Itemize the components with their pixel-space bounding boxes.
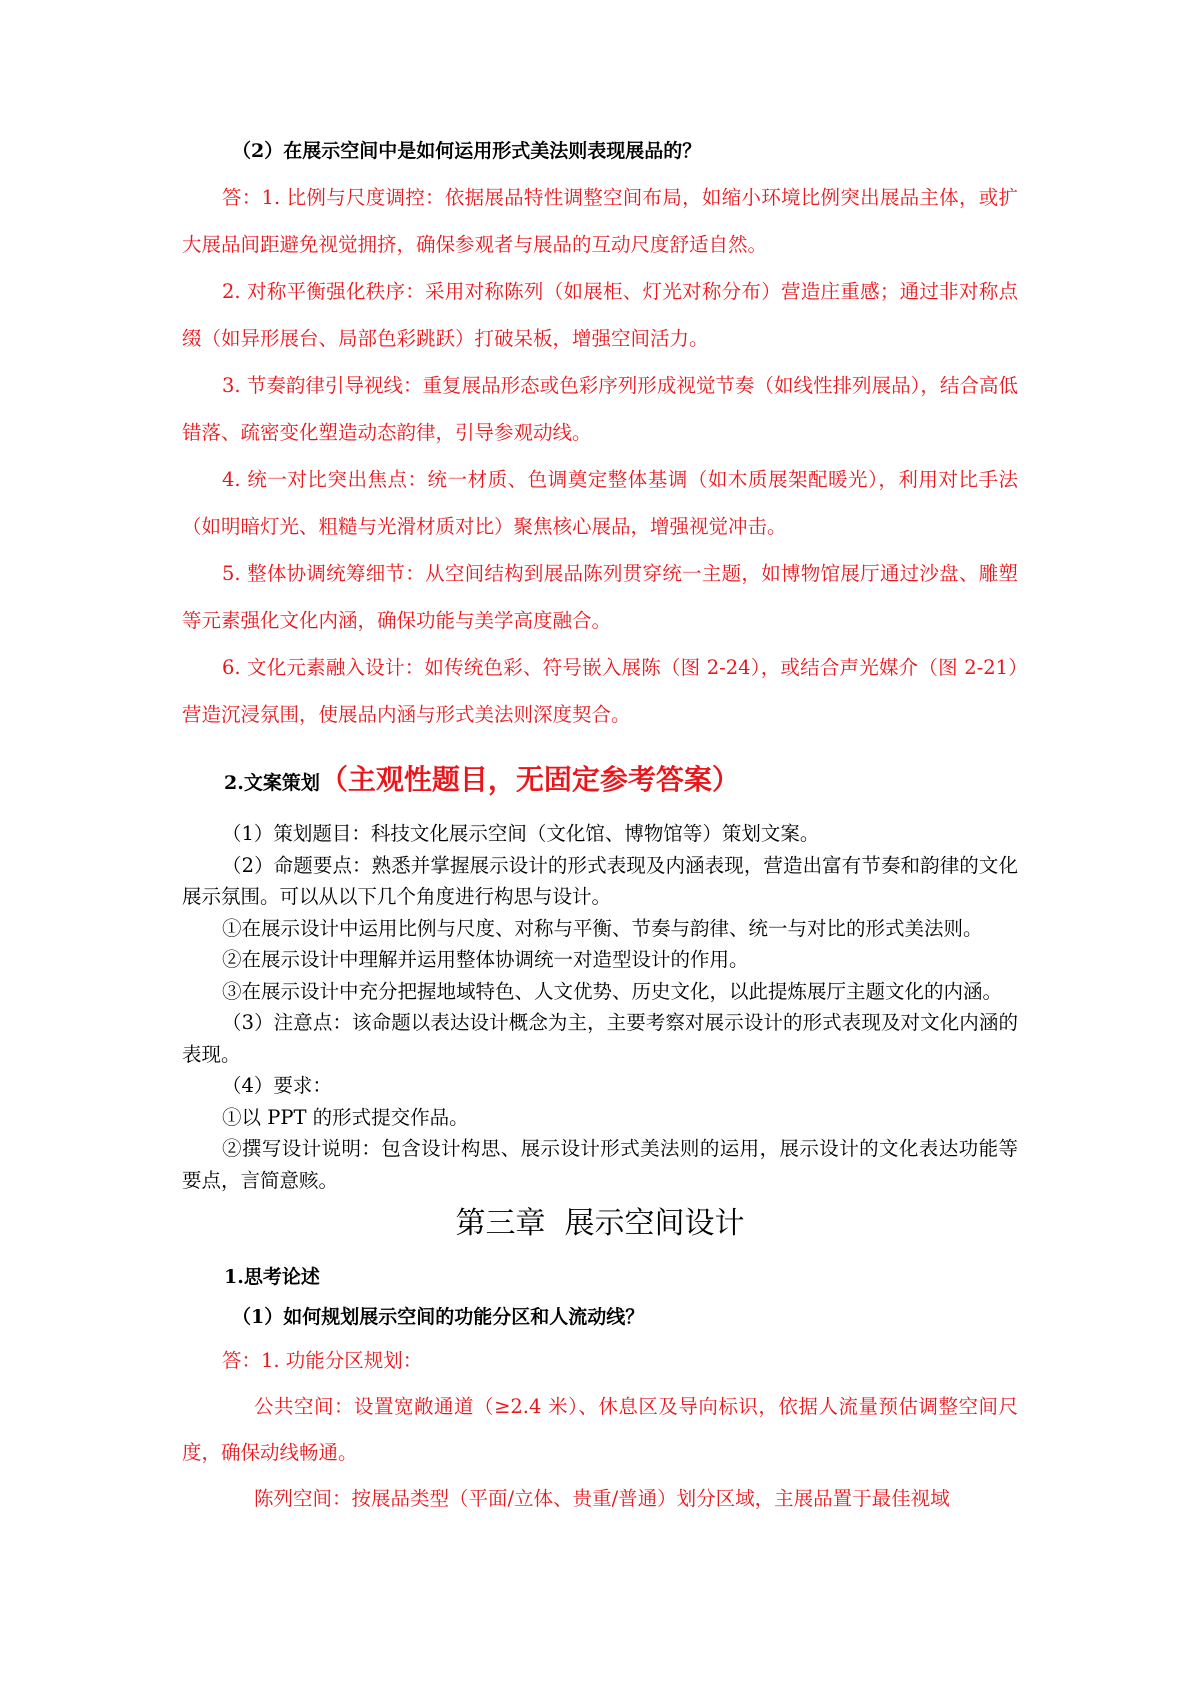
- section-heading: 1.思考论述: [224, 1266, 320, 1288]
- chapter-title: 第三章 展示空间设计: [455, 1206, 745, 1241]
- answer-paragraph: 2. 对称平衡强化秩序：采用对称陈列（如展柜、灯光对称分布）营造庄重感；通过非对称点缀（如异形展台、局部色彩跳跃）打破呆板，增强空间活力。: [182, 280, 1018, 350]
- body-paragraph: （1）策划题目：科技文化展示空间（文化馆、博物馆等）策划文案。: [222, 822, 820, 845]
- section-label: 2.文案策划: [224, 772, 320, 794]
- body-paragraph: ①以 PPT 的形式提交作品。: [222, 1105, 469, 1129]
- body-paragraph: ①在展示设计中运用比例与尺度、对称与平衡、节奏与韵律、统一与对比的形式美法则。: [222, 916, 983, 940]
- answer-paragraph: 公共空间：设置宽敞通道（≥2.4 米）、休息区及导向标识，依据人流量预估调整空间尺度，确保动线畅通。: [182, 1395, 1018, 1464]
- body-paragraph: （2）命题要点：熟悉并掌握展示设计的形式表现及内涵表现，营造出富有节奏和韵律的文化展示氛围。可以从以下几个角度进行构思与设计。: [182, 853, 1018, 908]
- question-heading: （1）如何规划展示空间的功能分区和人流动线？: [232, 1306, 645, 1328]
- section-note: （主观性题目，无固定参考答案）: [319, 763, 740, 796]
- body-paragraph: ②在展示设计中理解并运用整体协调统一对造型设计的作用。: [222, 948, 749, 971]
- answer-paragraph: 4. 统一对比突出焦点：统一材质、色调奠定整体基调（如木质展架配暖光），利用对比手法（如明暗灯光、粗糙与光滑材质对比）聚焦核心展品，增强视觉冲击。: [182, 468, 1018, 538]
- body-paragraph: ②撰写设计说明：包含设计构思、展示设计形式美法则的运用，展示设计的文化表达功能等要点，言简意赅。: [182, 1137, 1018, 1192]
- answer-paragraph: 3. 节奏韵律引导视线：重复展品形态或色彩序列形成视觉节奏（如线性排列展品），结合高低错落、疏密变化塑造动态韵律，引导参观动线。: [182, 374, 1018, 444]
- body-paragraph: ③在展示设计中充分把握地域特色、人文优势、历史文化，以此提炼展厅主题文化的内涵。: [222, 979, 1003, 1003]
- answer-paragraph: 答：1. 功能分区规划：: [222, 1349, 423, 1372]
- body-paragraph: （3）注意点：该命题以表达设计概念为主，主要考察对展示设计的形式表现及对文化内涵的表现。: [182, 1011, 1018, 1066]
- answer-paragraph: 6. 文化元素融入设计：如传统色彩、符号嵌入展陈（图 2-24），或结合声光媒介（图 2-21）营造沉浸氛围，使展品内涵与形式美法则深度契合。: [182, 656, 1018, 726]
- answer-paragraph: 答：1. 比例与尺度调控：依据展品特性调整空间布局，如缩小环境比例突出展品主体，或扩大展品间距避免视觉拥挤，确保参观者与展品的互动尺度舒适自然。: [182, 186, 1018, 256]
- question-heading: （2）在展示空间中是如何运用形式美法则表现展品的？: [232, 140, 702, 162]
- answer-paragraph: 5. 整体协调统筹细节：从空间结构到展品陈列贯穿统一主题，如博物馆展厅通过沙盘、雕塑等元素强化文化内涵，确保功能与美学高度融合。: [182, 562, 1018, 632]
- section-heading: [182, 760, 1018, 804]
- answer-paragraph: 陈列空间：按展品类型（平面/立体、贵重/普通）划分区域，主展品置于最佳视域: [254, 1487, 950, 1510]
- document-page: [182, 138, 1018, 1522]
- body-paragraph: （4）要求：: [222, 1074, 332, 1097]
